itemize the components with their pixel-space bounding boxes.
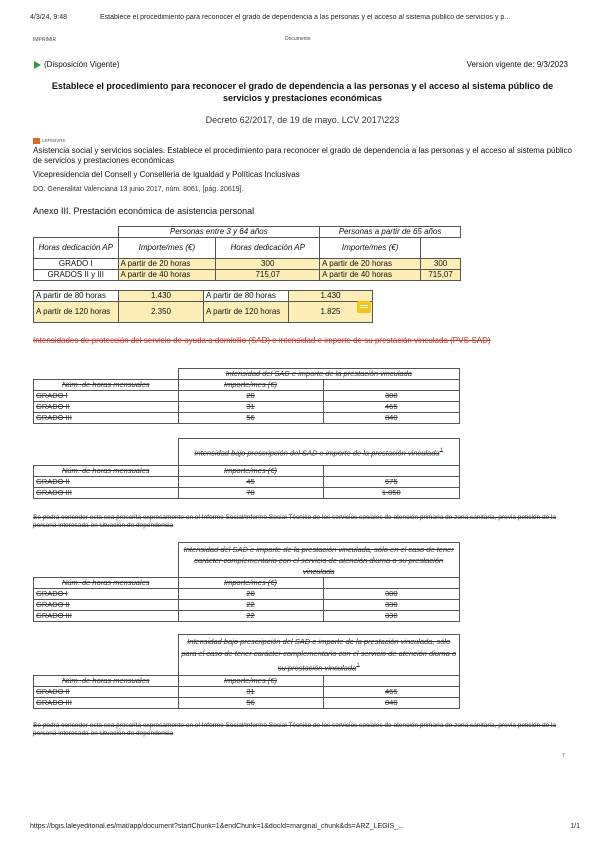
section-title: Intensidades de protección del servicio de ayuda a domicilio (SAD) e intensidad e importe de su prestación vinculada (PVS-SAD) bbox=[33, 336, 491, 345]
table-sad-b bbox=[33, 438, 460, 499]
browser-tab-title: Establece el procedimiento para reconocer el grado de dependencia a las personas y el acceso al sistema público de servicios y p... bbox=[100, 14, 511, 21]
importe-cell: 1.430 bbox=[119, 291, 204, 302]
page-title: Establece el procedimiento para reconocer el grado de dependencia a las personas y el acceso al sistema público de servicios y prestaciones económicas bbox=[51, 81, 554, 103]
col-horas-mensuales: Núm. de horas mensuales bbox=[34, 466, 179, 477]
horas-cell: 20 bbox=[178, 391, 323, 402]
importe-cell: 840 bbox=[323, 698, 460, 709]
col-importe: Importe/mes (€) bbox=[178, 466, 323, 477]
table-sad-c bbox=[33, 542, 460, 622]
empty-cell bbox=[34, 369, 179, 380]
page-number: 7 bbox=[562, 753, 565, 759]
table-sad-a bbox=[33, 368, 460, 424]
horas-cell: A partir de 80 horas bbox=[204, 291, 289, 302]
col-importe: Importe/mes (€) bbox=[178, 578, 323, 589]
empty-cell bbox=[34, 439, 179, 466]
col-horas-mensuales: Núm. de horas mensuales bbox=[34, 676, 179, 687]
horas-cell: A partir de 80 horas bbox=[34, 291, 119, 302]
organization: Vicepresidencia del Consell y Conselleria de Igualdad y Políticas Inclusivas bbox=[33, 170, 300, 179]
table-asistencia-extra bbox=[33, 290, 373, 323]
col-horas: Horas dedicación AP bbox=[34, 238, 119, 259]
importe-cell: 675 bbox=[323, 477, 460, 488]
table-row bbox=[34, 600, 460, 611]
grado-cell: GRADO II bbox=[34, 687, 179, 698]
summary-text: Asistencia social y servicios sociales. Establece el procedimiento para reconocer el grado de dependencia a las personas y el acceso al sistema público de servicios y prestaciones económicas bbox=[33, 146, 572, 165]
table-row bbox=[34, 477, 460, 488]
grado-cell: GRADO I bbox=[34, 589, 179, 600]
horas-cell: 70 bbox=[178, 488, 323, 499]
comment-icon bbox=[357, 301, 371, 313]
grado-cell: GRADO III bbox=[34, 611, 179, 622]
empty-cell bbox=[34, 543, 179, 578]
horas-cell: 20 bbox=[178, 589, 323, 600]
table-row bbox=[34, 413, 460, 424]
importe-cell: 300 bbox=[421, 259, 461, 270]
importe-cell: 1.825 bbox=[289, 302, 373, 323]
table-header: Intensidad bajo prescripción del SAD e importe de la prestación vinculada, sólo para el caso de tener carácter complementario con el servicio de atención diurna o su prestación vinculada$^1$ bbox=[178, 635, 460, 676]
grado-cell: GRADOS II y III bbox=[34, 270, 119, 281]
horas-cell: A partir de 120 horas bbox=[204, 302, 289, 323]
table-header: Intensidad bajo prescripción del SAD e importe de la prestación vinculada$^1$ bbox=[178, 439, 460, 466]
importe-cell: 330 bbox=[323, 600, 460, 611]
horas-cell: A partir de 120 horas bbox=[34, 302, 119, 323]
grado-cell: GRADO III bbox=[34, 698, 179, 709]
importe-cell: 715,07 bbox=[216, 270, 320, 281]
source-reference: DO. Generalitat Valenciana 13 junio 2017, núm. 8061, [pág. 20619]. bbox=[33, 186, 244, 193]
table-row bbox=[34, 270, 461, 281]
document-label: Documento bbox=[285, 36, 311, 42]
grado-cell: GRADO II bbox=[34, 477, 179, 488]
table-row bbox=[34, 687, 460, 698]
print-datetime: 4/3/24, 9:48 bbox=[30, 14, 67, 21]
importe-cell: 465 bbox=[323, 687, 460, 698]
horas-cell: 22 bbox=[178, 611, 323, 622]
empty-cell bbox=[323, 466, 460, 477]
footnote-1: Se podrá conceder esta sea prescrita expresamente en el Informe Social/Informe Social Técnico de los servicios sociales de atención primaria de zona sanitaria, previa petición de la persona interesada en situación de dependencia bbox=[33, 514, 557, 529]
table-row bbox=[34, 589, 460, 600]
importe-cell: 715,07 bbox=[421, 270, 461, 281]
table-row bbox=[34, 698, 460, 709]
empty-cell bbox=[323, 380, 460, 391]
col-horas-mensuales: Núm. de horas mensuales bbox=[34, 380, 179, 391]
decreto-reference: Decreto 62/2017, de 19 de mayo. LCV 2017\223 bbox=[205, 115, 400, 125]
annex-title: Anexo III. Prestación económica de asistencia personal bbox=[33, 206, 255, 216]
horas-cell: A partir de 40 horas bbox=[118, 270, 216, 281]
version-date: Version vigente de: 9/3/2023 bbox=[466, 60, 568, 69]
comment-button[interactable] bbox=[357, 300, 371, 318]
importe-cell: 465 bbox=[323, 402, 460, 413]
horas-cell: 56 bbox=[178, 413, 323, 424]
footer-page: 1/1 bbox=[570, 823, 580, 830]
importe-cell: 330 bbox=[323, 611, 460, 622]
empty-cell bbox=[323, 676, 460, 687]
importe-cell: 300 bbox=[323, 589, 460, 600]
table-header: Intensidad del SAD e importe de la prestación vinculada, sólo en el caso de tener carácter complementario con el servicio de atención diurna o su prestación vinculada bbox=[178, 543, 460, 578]
col-importe-2: Importe/mes (€) bbox=[320, 238, 421, 259]
table-row bbox=[34, 259, 461, 270]
empty-cell bbox=[34, 227, 119, 238]
importe-cell: 300 bbox=[216, 259, 320, 270]
col-horas-mensuales: Núm. de horas mensuales bbox=[34, 578, 179, 589]
horas-cell: A partir de 20 horas bbox=[118, 259, 216, 270]
grado-cell: GRADO II bbox=[34, 600, 179, 611]
importe-cell: 1.430 bbox=[289, 291, 373, 302]
col-importe: Importe/mes (€) bbox=[118, 238, 216, 259]
horas-cell: 31 bbox=[178, 402, 323, 413]
footnote-2: Se podrá conceder esta sea prescrita expresamente en el Informe Social/Informe Social Técnico de los servicios sociales de atención primaria de zona sanitaria, previa petición de la persona interesada en situación de dependencia bbox=[33, 722, 557, 737]
horas-cell: 45 bbox=[178, 477, 323, 488]
logo-icon bbox=[33, 138, 40, 144]
importe-cell: 1.050 bbox=[323, 488, 460, 499]
importe-cell: 300 bbox=[323, 391, 460, 402]
empty-cell bbox=[421, 238, 461, 259]
footer-url[interactable]: https://bgis.laleyeditorial.es/mat/app/document?startChunk=1&endChunk=1&docId=marginal_chunk&ds=ARZ_LEGIS_... bbox=[30, 823, 404, 830]
horas-cell: A partir de 20 horas bbox=[320, 259, 421, 270]
flag-icon bbox=[34, 61, 41, 69]
col-importe: Importe/mes (€) bbox=[178, 380, 323, 391]
table-sad-d bbox=[33, 634, 460, 709]
empty-cell bbox=[323, 578, 460, 589]
horas-cell: 31 bbox=[178, 687, 323, 698]
table-row bbox=[34, 391, 460, 402]
horas-cell: 22 bbox=[178, 600, 323, 611]
table-row bbox=[34, 488, 460, 499]
group-header-65: Personas a partir de 65 años bbox=[320, 227, 461, 238]
col-importe: Importe/mes (€) bbox=[178, 676, 323, 687]
table-asistencia-personal bbox=[33, 226, 461, 281]
print-button[interactable]: IMPRIMIR bbox=[33, 37, 57, 43]
publisher-logo: LEFEBVRE bbox=[33, 138, 66, 144]
table-row bbox=[34, 402, 460, 413]
table-row bbox=[34, 291, 373, 302]
col-horas-2: Horas dedicación AP bbox=[216, 238, 320, 259]
table-row bbox=[34, 611, 460, 622]
group-header-3-64: Personas entre 3 y 64 años bbox=[118, 227, 320, 238]
grado-cell: GRADO III bbox=[34, 488, 179, 499]
importe-cell: 2.350 bbox=[119, 302, 204, 323]
importe-cell: 840 bbox=[323, 413, 460, 424]
grado-cell: GRADO I bbox=[34, 391, 179, 402]
grado-cell: GRADO III bbox=[34, 413, 179, 424]
grado-cell: GRADO II bbox=[34, 402, 179, 413]
empty-cell bbox=[34, 635, 179, 676]
table-header: Intensidad del SAD e importe de la prestación vinculada bbox=[178, 369, 460, 380]
grado-cell: GRADO I bbox=[34, 259, 119, 270]
horas-cell: A partir de 40 horas bbox=[320, 270, 421, 281]
status-badge: (Disposición Vigente) bbox=[34, 60, 119, 70]
horas-cell: 56 bbox=[178, 698, 323, 709]
table-row bbox=[34, 302, 373, 323]
